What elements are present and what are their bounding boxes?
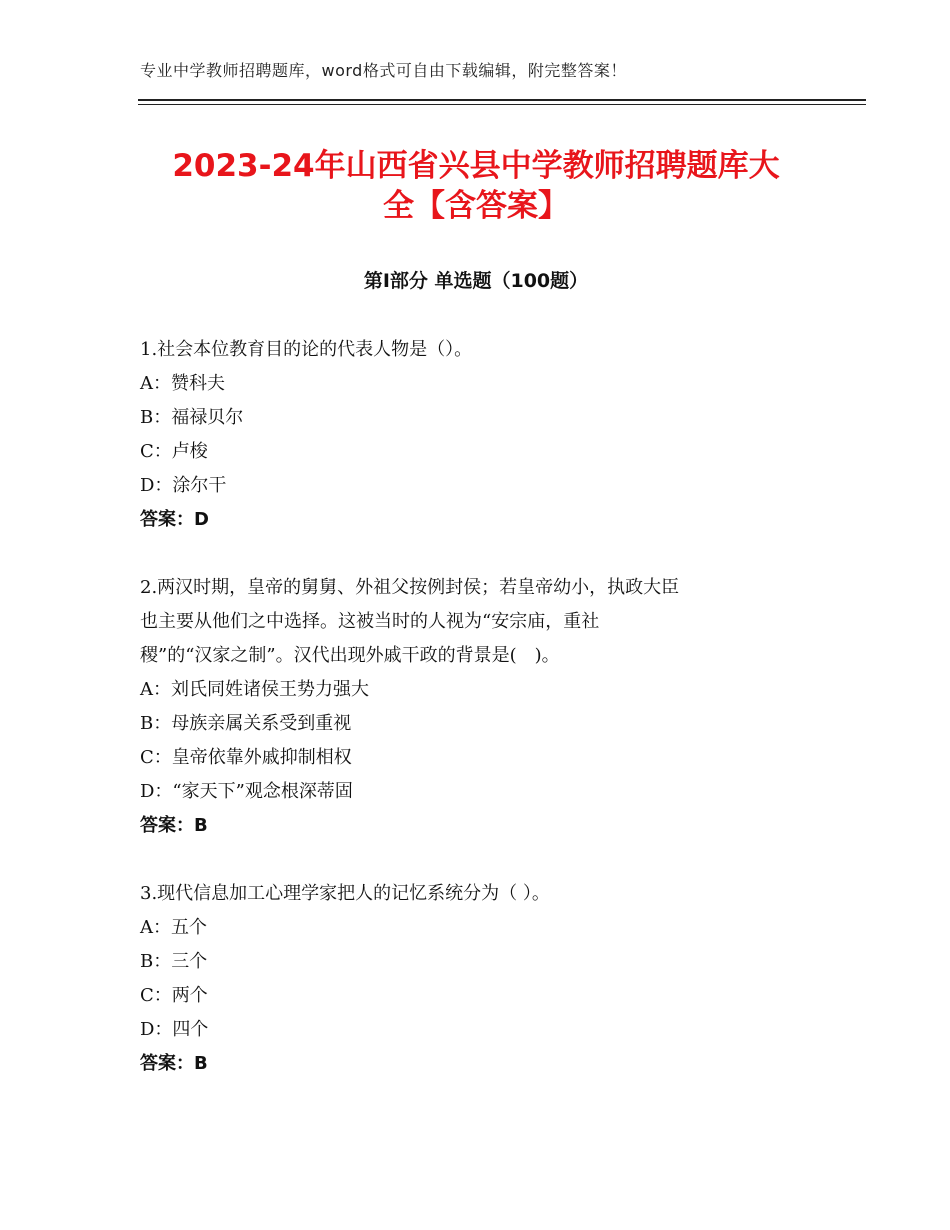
question-2-stem-line-3: 稷”的“汉家之制”。汉代出现外戚干政的背景是( )。 — [140, 645, 560, 666]
question-1-option-b: B：福禄贝尔 — [140, 407, 244, 428]
question-3-option-c: C：两个 — [140, 985, 208, 1006]
question-3-option-b: B：三个 — [140, 951, 208, 972]
question-3-stem: 3.现代信息加工心理学家把人的记忆系统分为（ ）。 — [140, 883, 550, 904]
question-2-option-a: A：刘氏同姓诸侯王势力强大 — [140, 679, 369, 700]
question-list — [140, 333, 812, 1081]
section-heading: 第Ⅰ部分 单选题（100题） — [363, 270, 589, 292]
header-rule-thick — [138, 99, 866, 101]
question-2-stem-line-2: 也主要从他们之中选择。这被当时的人视为“安宗庙，重社 — [140, 611, 600, 632]
header-note: 专业中学教师招聘题库，word格式可自由下载编辑，附完整答案！ — [140, 61, 627, 80]
question-2-option-c: C：皇帝依靠外戚抑制相权 — [140, 747, 352, 768]
document-title — [140, 146, 812, 226]
question-1-stem: 1.社会本位教育目的论的代表人物是（）。 — [140, 339, 473, 360]
question-3 — [140, 877, 812, 1081]
question-2 — [140, 571, 812, 843]
question-2-option-b: B：母族亲属关系受到重视 — [140, 713, 352, 734]
question-2-option-d: D：“家天下”观念根深蒂固 — [140, 781, 353, 802]
question-2-answer: 答案：B — [140, 815, 208, 836]
header-rule-thin — [138, 104, 866, 105]
question-3-option-d: D：四个 — [140, 1019, 209, 1040]
question-1-answer: 答案：D — [140, 509, 209, 530]
question-3-option-a: A：五个 — [140, 917, 207, 938]
document-title-line-2: 全【含答案】 — [383, 188, 569, 224]
question-3-answer: 答案：B — [140, 1053, 208, 1074]
question-2-stem-line-1: 2.两汉时期，皇帝的舅舅、外祖父按例封侯；若皇帝幼小，执政大臣 — [140, 577, 680, 598]
question-1-option-a: A：赞科夫 — [140, 373, 225, 394]
question-1-option-c: C：卢梭 — [140, 441, 208, 462]
question-1 — [140, 333, 812, 537]
document-title-line-1: 2023-24年山西省兴县中学教师招聘题库大 — [172, 148, 780, 184]
question-1-option-d: D：涂尔干 — [140, 475, 227, 496]
